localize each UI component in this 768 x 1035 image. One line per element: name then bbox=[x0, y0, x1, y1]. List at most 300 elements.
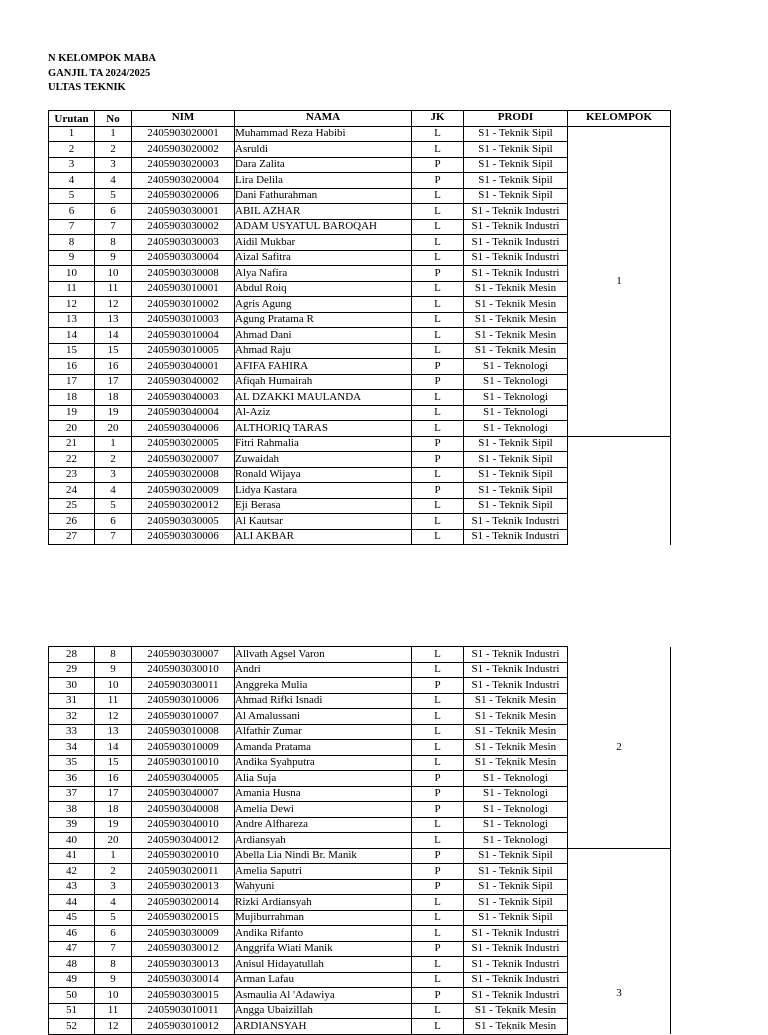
cell-nim: 2405903030011 bbox=[132, 678, 235, 694]
cell-jk: L bbox=[412, 235, 464, 251]
cell-jk: L bbox=[412, 740, 464, 756]
cell-nim: 2405903030006 bbox=[132, 529, 235, 545]
cell-prodi: S1 - Teknologi bbox=[464, 405, 568, 421]
cell-nama: Ronald Wijaya bbox=[235, 467, 412, 483]
cell-jk: L bbox=[412, 467, 464, 483]
cell-prodi: S1 - Teknik Mesin bbox=[464, 312, 568, 328]
cell-nim: 2405903010006 bbox=[132, 693, 235, 709]
cell-nama: Fitri Rahmalia bbox=[235, 436, 412, 452]
cell-nama: Arman Lafau bbox=[235, 972, 412, 988]
cell-nim: 2405903010008 bbox=[132, 724, 235, 740]
cell-no: 19 bbox=[95, 405, 132, 421]
cell-prodi: S1 - Teknologi bbox=[464, 771, 568, 787]
cell-urutan: 50 bbox=[49, 988, 95, 1004]
cell-prodi: S1 - Teknik Sipil bbox=[464, 910, 568, 926]
cell-jk: L bbox=[412, 421, 464, 437]
cell-prodi: S1 - Teknik Mesin bbox=[464, 328, 568, 344]
cell-nama: Amelia Saputri bbox=[235, 864, 412, 880]
cell-nim: 2405903020014 bbox=[132, 895, 235, 911]
cell-jk: L bbox=[412, 390, 464, 406]
cell-nim: 2405903040002 bbox=[132, 374, 235, 390]
cell-jk: P bbox=[412, 786, 464, 802]
cell-urutan: 1 bbox=[49, 126, 95, 142]
cell-no: 11 bbox=[95, 1003, 132, 1019]
cell-no: 14 bbox=[95, 740, 132, 756]
cell-nim: 2405903010007 bbox=[132, 709, 235, 725]
cell-prodi: S1 - Teknik Mesin bbox=[464, 755, 568, 771]
cell-no: 11 bbox=[95, 281, 132, 297]
group-table-page-1 bbox=[48, 110, 671, 545]
cell-jk: L bbox=[412, 1019, 464, 1035]
cell-nim: 2405903010004 bbox=[132, 328, 235, 344]
cell-prodi: S1 - Teknik Mesin bbox=[464, 343, 568, 359]
cell-jk: L bbox=[412, 709, 464, 725]
cell-jk: L bbox=[412, 142, 464, 158]
cell-prodi: S1 - Teknik Sipil bbox=[464, 188, 568, 204]
kelompok-cell: 3 bbox=[568, 848, 671, 1034]
cell-nama: Lidya Kastara bbox=[235, 483, 412, 499]
cell-no: 1 bbox=[95, 436, 132, 452]
cell-nama: Amanda Pratama bbox=[235, 740, 412, 756]
cell-nim: 2405903020008 bbox=[132, 467, 235, 483]
cell-nim: 2405903020015 bbox=[132, 910, 235, 926]
cell-urutan: 39 bbox=[49, 817, 95, 833]
cell-nama: Andri bbox=[235, 662, 412, 678]
cell-jk: L bbox=[412, 724, 464, 740]
cell-no: 15 bbox=[95, 755, 132, 771]
cell-no: 12 bbox=[95, 297, 132, 313]
cell-nama: Mujiburrahman bbox=[235, 910, 412, 926]
cell-urutan: 49 bbox=[49, 972, 95, 988]
cell-nama: Ardiansyah bbox=[235, 833, 412, 849]
cell-nama: Eji Berasa bbox=[235, 498, 412, 514]
cell-nama: Ahmad Raju bbox=[235, 343, 412, 359]
cell-jk: P bbox=[412, 848, 464, 864]
cell-nama: Alfathir Zumar bbox=[235, 724, 412, 740]
cell-prodi: S1 - Teknik Sipil bbox=[464, 848, 568, 864]
cell-nama: Anggrifa Wiati Manik bbox=[235, 941, 412, 957]
table-header-row bbox=[49, 111, 671, 127]
cell-no: 10 bbox=[95, 988, 132, 1004]
cell-no: 16 bbox=[95, 771, 132, 787]
cell-jk: L bbox=[412, 405, 464, 421]
kelompok-cell bbox=[568, 436, 671, 545]
cell-prodi: S1 - Teknik Mesin bbox=[464, 1003, 568, 1019]
cell-urutan: 24 bbox=[49, 483, 95, 499]
cell-no: 20 bbox=[95, 421, 132, 437]
cell-no: 11 bbox=[95, 693, 132, 709]
cell-jk: L bbox=[412, 343, 464, 359]
cell-no: 5 bbox=[95, 188, 132, 204]
cell-nim: 2405903040001 bbox=[132, 359, 235, 375]
table-row bbox=[49, 647, 671, 663]
cell-prodi: S1 - Teknik Mesin bbox=[464, 740, 568, 756]
cell-jk: L bbox=[412, 498, 464, 514]
cell-prodi: S1 - Teknik Industri bbox=[464, 219, 568, 235]
cell-nama: ARDIANSYAH bbox=[235, 1019, 412, 1035]
cell-urutan: 51 bbox=[49, 1003, 95, 1019]
cell-no: 12 bbox=[95, 1019, 132, 1035]
cell-jk: P bbox=[412, 802, 464, 818]
cell-nama: Aidil Mukbar bbox=[235, 235, 412, 251]
cell-nim: 2405903030003 bbox=[132, 235, 235, 251]
cell-prodi: S1 - Teknik Sipil bbox=[464, 436, 568, 452]
cell-jk: L bbox=[412, 281, 464, 297]
cell-jk: P bbox=[412, 678, 464, 694]
cell-nim: 2405903020012 bbox=[132, 498, 235, 514]
cell-urutan: 52 bbox=[49, 1019, 95, 1035]
cell-urutan: 19 bbox=[49, 405, 95, 421]
cell-urutan: 2 bbox=[49, 142, 95, 158]
cell-jk: L bbox=[412, 910, 464, 926]
cell-jk: L bbox=[412, 188, 464, 204]
cell-prodi: S1 - Teknik Industri bbox=[464, 204, 568, 220]
cell-urutan: 5 bbox=[49, 188, 95, 204]
cell-jk: P bbox=[412, 879, 464, 895]
cell-prodi: S1 - Teknik Industri bbox=[464, 678, 568, 694]
cell-no: 13 bbox=[95, 724, 132, 740]
cell-jk: L bbox=[412, 957, 464, 973]
cell-nama: ALTHORIQ TARAS bbox=[235, 421, 412, 437]
cell-urutan: 47 bbox=[49, 941, 95, 957]
cell-no: 8 bbox=[95, 957, 132, 973]
cell-nama: Ahmad Dani bbox=[235, 328, 412, 344]
cell-urutan: 9 bbox=[49, 250, 95, 266]
cell-nama: Abdul Roiq bbox=[235, 281, 412, 297]
cell-no: 16 bbox=[95, 359, 132, 375]
cell-urutan: 7 bbox=[49, 219, 95, 235]
cell-no: 17 bbox=[95, 786, 132, 802]
cell-nama: Rizki Ardiansyah bbox=[235, 895, 412, 911]
cell-jk: P bbox=[412, 173, 464, 189]
cell-prodi: S1 - Teknik Sipil bbox=[464, 126, 568, 142]
cell-urutan: 46 bbox=[49, 926, 95, 942]
cell-nama: Al Kautsar bbox=[235, 514, 412, 530]
cell-nama: ALI AKBAR bbox=[235, 529, 412, 545]
cell-nama: Alia Suja bbox=[235, 771, 412, 787]
cell-nim: 2405903030013 bbox=[132, 957, 235, 973]
cell-no: 6 bbox=[95, 926, 132, 942]
cell-urutan: 8 bbox=[49, 235, 95, 251]
cell-prodi: S1 - Teknik Industri bbox=[464, 250, 568, 266]
cell-urutan: 27 bbox=[49, 529, 95, 545]
cell-jk: P bbox=[412, 771, 464, 787]
cell-urutan: 20 bbox=[49, 421, 95, 437]
cell-nim: 2405903040012 bbox=[132, 833, 235, 849]
cell-no: 17 bbox=[95, 374, 132, 390]
cell-nama: Dara Zalita bbox=[235, 157, 412, 173]
cell-no: 4 bbox=[95, 895, 132, 911]
cell-no: 9 bbox=[95, 250, 132, 266]
cell-urutan: 40 bbox=[49, 833, 95, 849]
cell-nama: Asmaulia Al 'Adawiya bbox=[235, 988, 412, 1004]
cell-prodi: S1 - Teknologi bbox=[464, 786, 568, 802]
doc-title-line-1: N KELOMPOK MABA bbox=[48, 53, 156, 64]
col-header-no: No bbox=[95, 111, 132, 127]
cell-jk: L bbox=[412, 204, 464, 220]
cell-prodi: S1 - Teknologi bbox=[464, 802, 568, 818]
cell-urutan: 36 bbox=[49, 771, 95, 787]
cell-prodi: S1 - Teknik Mesin bbox=[464, 709, 568, 725]
cell-no: 1 bbox=[95, 126, 132, 142]
cell-prodi: S1 - Teknik Industri bbox=[464, 647, 568, 663]
cell-urutan: 45 bbox=[49, 910, 95, 926]
cell-urutan: 23 bbox=[49, 467, 95, 483]
table-row bbox=[49, 848, 671, 864]
cell-nim: 2405903010012 bbox=[132, 1019, 235, 1035]
cell-no: 10 bbox=[95, 678, 132, 694]
cell-nim: 2405903030002 bbox=[132, 219, 235, 235]
cell-nim: 2405903040003 bbox=[132, 390, 235, 406]
cell-urutan: 31 bbox=[49, 693, 95, 709]
cell-no: 14 bbox=[95, 328, 132, 344]
cell-nim: 2405903020013 bbox=[132, 879, 235, 895]
cell-jk: P bbox=[412, 157, 464, 173]
cell-prodi: S1 - Teknik Industri bbox=[464, 926, 568, 942]
cell-prodi: S1 - Teknik Industri bbox=[464, 266, 568, 282]
cell-urutan: 13 bbox=[49, 312, 95, 328]
col-header-jk: JK bbox=[412, 111, 464, 127]
cell-jk: L bbox=[412, 328, 464, 344]
cell-no: 7 bbox=[95, 941, 132, 957]
cell-jk: L bbox=[412, 693, 464, 709]
cell-prodi: S1 - Teknik Sipil bbox=[464, 483, 568, 499]
cell-jk: P bbox=[412, 436, 464, 452]
kelompok-cell: 2 bbox=[568, 647, 671, 849]
cell-nim: 2405903010011 bbox=[132, 1003, 235, 1019]
cell-no: 3 bbox=[95, 157, 132, 173]
cell-nama: AL DZAKKI MAULANDA bbox=[235, 390, 412, 406]
cell-nim: 2405903020003 bbox=[132, 157, 235, 173]
cell-nama: ABIL AZHAR bbox=[235, 204, 412, 220]
cell-nama: ADAM USYATUL BAROQAH bbox=[235, 219, 412, 235]
cell-urutan: 25 bbox=[49, 498, 95, 514]
cell-no: 5 bbox=[95, 910, 132, 926]
cell-jk: L bbox=[412, 250, 464, 266]
cell-jk: L bbox=[412, 312, 464, 328]
cell-no: 3 bbox=[95, 879, 132, 895]
cell-nama: Ahmad Rifki Isnadi bbox=[235, 693, 412, 709]
cell-urutan: 26 bbox=[49, 514, 95, 530]
cell-no: 3 bbox=[95, 467, 132, 483]
cell-jk: L bbox=[412, 219, 464, 235]
cell-nama: Al Amalussani bbox=[235, 709, 412, 725]
cell-jk: L bbox=[412, 972, 464, 988]
cell-nim: 2405903010002 bbox=[132, 297, 235, 313]
doc-title-line-3: ULTAS TEKNIK bbox=[48, 82, 126, 93]
table-row bbox=[49, 126, 671, 142]
cell-prodi: S1 - Teknik Mesin bbox=[464, 693, 568, 709]
cell-prodi: S1 - Teknik Mesin bbox=[464, 281, 568, 297]
cell-prodi: S1 - Teknologi bbox=[464, 390, 568, 406]
cell-nim: 2405903030010 bbox=[132, 662, 235, 678]
cell-nim: 2405903020009 bbox=[132, 483, 235, 499]
cell-urutan: 22 bbox=[49, 452, 95, 468]
group-table-page-2 bbox=[48, 646, 671, 1035]
cell-nama: Afiqah Humairah bbox=[235, 374, 412, 390]
cell-prodi: S1 - Teknik Industri bbox=[464, 941, 568, 957]
cell-prodi: S1 - Teknik Industri bbox=[464, 662, 568, 678]
cell-nama: AFIFA FAHIRA bbox=[235, 359, 412, 375]
cell-urutan: 32 bbox=[49, 709, 95, 725]
cell-prodi: S1 - Teknologi bbox=[464, 421, 568, 437]
cell-nim: 2405903010010 bbox=[132, 755, 235, 771]
cell-jk: L bbox=[412, 833, 464, 849]
cell-no: 18 bbox=[95, 802, 132, 818]
cell-no: 19 bbox=[95, 817, 132, 833]
cell-nama: Amania Husna bbox=[235, 786, 412, 802]
cell-urutan: 16 bbox=[49, 359, 95, 375]
cell-prodi: S1 - Teknik Sipil bbox=[464, 498, 568, 514]
cell-nama: Allvath Agsel Varon bbox=[235, 647, 412, 663]
cell-nim: 2405903020006 bbox=[132, 188, 235, 204]
cell-prodi: S1 - Teknologi bbox=[464, 359, 568, 375]
cell-nim: 2405903040010 bbox=[132, 817, 235, 833]
cell-nim: 2405903020010 bbox=[132, 848, 235, 864]
cell-nim: 2405903010003 bbox=[132, 312, 235, 328]
cell-urutan: 41 bbox=[49, 848, 95, 864]
cell-no: 2 bbox=[95, 142, 132, 158]
cell-urutan: 14 bbox=[49, 328, 95, 344]
cell-prodi: S1 - Teknik Sipil bbox=[464, 467, 568, 483]
cell-no: 13 bbox=[95, 312, 132, 328]
cell-nama: Alya Nafira bbox=[235, 266, 412, 282]
cell-no: 12 bbox=[95, 709, 132, 725]
cell-urutan: 38 bbox=[49, 802, 95, 818]
cell-nim: 2405903030005 bbox=[132, 514, 235, 530]
cell-no: 7 bbox=[95, 529, 132, 545]
cell-no: 6 bbox=[95, 204, 132, 220]
col-header-nama: NAMA bbox=[235, 111, 412, 127]
cell-nim: 2405903030008 bbox=[132, 266, 235, 282]
cell-urutan: 17 bbox=[49, 374, 95, 390]
cell-jk: L bbox=[412, 926, 464, 942]
cell-jk: L bbox=[412, 529, 464, 545]
cell-prodi: S1 - Teknik Sipil bbox=[464, 142, 568, 158]
cell-urutan: 21 bbox=[49, 436, 95, 452]
cell-prodi: S1 - Teknik Sipil bbox=[464, 879, 568, 895]
cell-nim: 2405903030007 bbox=[132, 647, 235, 663]
cell-nama: Zuwaidah bbox=[235, 452, 412, 468]
cell-prodi: S1 - Teknik Industri bbox=[464, 514, 568, 530]
cell-urutan: 37 bbox=[49, 786, 95, 802]
cell-nim: 2405903020002 bbox=[132, 142, 235, 158]
cell-jk: P bbox=[412, 266, 464, 282]
cell-urutan: 44 bbox=[49, 895, 95, 911]
cell-prodi: S1 - Teknik Sipil bbox=[464, 173, 568, 189]
cell-nama: Anggreka Mulia bbox=[235, 678, 412, 694]
cell-jk: L bbox=[412, 895, 464, 911]
cell-prodi: S1 - Teknik Mesin bbox=[464, 297, 568, 313]
table-row bbox=[49, 436, 671, 452]
cell-prodi: S1 - Teknik Industri bbox=[464, 988, 568, 1004]
cell-jk: P bbox=[412, 941, 464, 957]
cell-nim: 2405903040008 bbox=[132, 802, 235, 818]
cell-no: 20 bbox=[95, 833, 132, 849]
cell-urutan: 48 bbox=[49, 957, 95, 973]
cell-prodi: S1 - Teknik Mesin bbox=[464, 724, 568, 740]
cell-nim: 2405903020011 bbox=[132, 864, 235, 880]
col-header-nim: NIM bbox=[132, 111, 235, 127]
cell-no: 8 bbox=[95, 647, 132, 663]
cell-prodi: S1 - Teknik Sipil bbox=[464, 452, 568, 468]
cell-nama: Muhammad Reza Habibi bbox=[235, 126, 412, 142]
cell-no: 4 bbox=[95, 483, 132, 499]
cell-no: 4 bbox=[95, 173, 132, 189]
cell-nama: Andika Syahputra bbox=[235, 755, 412, 771]
cell-prodi: S1 - Teknik Mesin bbox=[464, 1019, 568, 1035]
cell-prodi: S1 - Teknologi bbox=[464, 817, 568, 833]
cell-nama: Dani Fathurahman bbox=[235, 188, 412, 204]
cell-no: 9 bbox=[95, 662, 132, 678]
cell-no: 15 bbox=[95, 343, 132, 359]
cell-nim: 2405903040007 bbox=[132, 786, 235, 802]
cell-jk: P bbox=[412, 483, 464, 499]
cell-nim: 2405903030015 bbox=[132, 988, 235, 1004]
cell-prodi: S1 - Teknik Industri bbox=[464, 972, 568, 988]
cell-no: 2 bbox=[95, 864, 132, 880]
cell-no: 6 bbox=[95, 514, 132, 530]
cell-prodi: S1 - Teknologi bbox=[464, 374, 568, 390]
cell-prodi: S1 - Teknik Industri bbox=[464, 529, 568, 545]
cell-nama: Andika Rifanto bbox=[235, 926, 412, 942]
cell-nim: 2405903010009 bbox=[132, 740, 235, 756]
cell-nim: 2405903010005 bbox=[132, 343, 235, 359]
cell-no: 5 bbox=[95, 498, 132, 514]
cell-nim: 2405903040005 bbox=[132, 771, 235, 787]
cell-nim: 2405903040004 bbox=[132, 405, 235, 421]
cell-nama: Lira Delila bbox=[235, 173, 412, 189]
cell-prodi: S1 - Teknik Industri bbox=[464, 957, 568, 973]
cell-urutan: 18 bbox=[49, 390, 95, 406]
cell-urutan: 4 bbox=[49, 173, 95, 189]
cell-prodi: S1 - Teknologi bbox=[464, 833, 568, 849]
cell-jk: L bbox=[412, 817, 464, 833]
cell-prodi: S1 - Teknik Sipil bbox=[464, 157, 568, 173]
cell-nama: Anisul Hidayatullah bbox=[235, 957, 412, 973]
cell-jk: L bbox=[412, 126, 464, 142]
cell-jk: P bbox=[412, 374, 464, 390]
doc-title-line-2: GANJIL TA 2024/2025 bbox=[48, 68, 151, 79]
cell-urutan: 33 bbox=[49, 724, 95, 740]
cell-nama: Aizal Safitra bbox=[235, 250, 412, 266]
col-header-urutan: Urutan bbox=[49, 111, 95, 127]
cell-urutan: 6 bbox=[49, 204, 95, 220]
cell-urutan: 15 bbox=[49, 343, 95, 359]
cell-nim: 2405903030001 bbox=[132, 204, 235, 220]
cell-nim: 2405903030004 bbox=[132, 250, 235, 266]
cell-no: 18 bbox=[95, 390, 132, 406]
cell-nim: 2405903020004 bbox=[132, 173, 235, 189]
cell-urutan: 12 bbox=[49, 297, 95, 313]
cell-urutan: 42 bbox=[49, 864, 95, 880]
cell-no: 8 bbox=[95, 235, 132, 251]
col-header-prodi: PRODI bbox=[464, 111, 568, 127]
cell-urutan: 30 bbox=[49, 678, 95, 694]
cell-urutan: 29 bbox=[49, 662, 95, 678]
cell-nama: Angga Ubaizillah bbox=[235, 1003, 412, 1019]
cell-no: 2 bbox=[95, 452, 132, 468]
cell-jk: L bbox=[412, 1003, 464, 1019]
cell-nim: 2405903030014 bbox=[132, 972, 235, 988]
cell-jk: L bbox=[412, 662, 464, 678]
cell-jk: P bbox=[412, 864, 464, 880]
cell-no: 10 bbox=[95, 266, 132, 282]
cell-prodi: S1 - Teknik Sipil bbox=[464, 895, 568, 911]
cell-jk: L bbox=[412, 297, 464, 313]
cell-nim: 2405903020005 bbox=[132, 436, 235, 452]
cell-nim: 2405903010001 bbox=[132, 281, 235, 297]
